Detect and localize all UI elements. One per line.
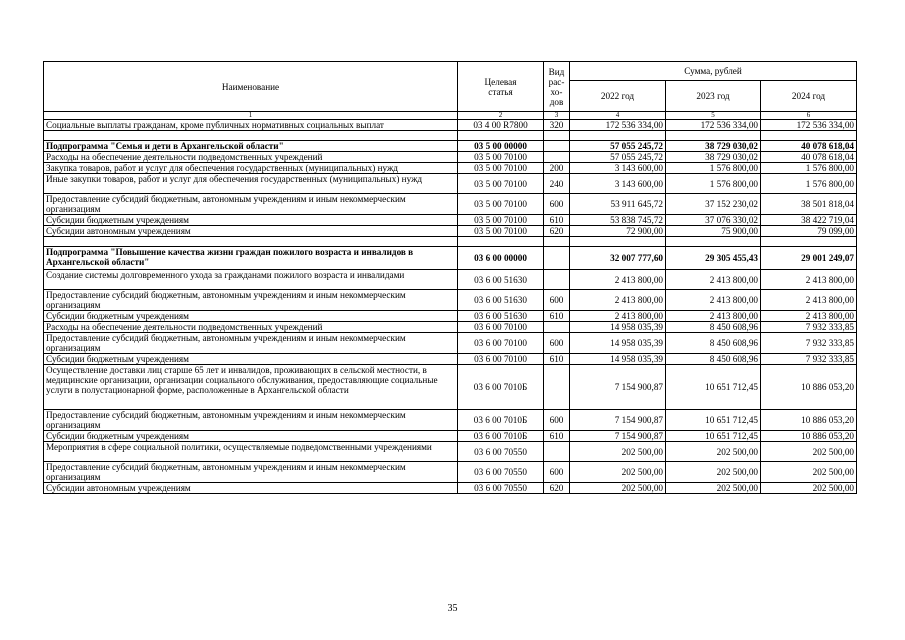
- row-target-article: 03 6 00 70100: [458, 354, 544, 365]
- row-expense-type: 600: [544, 290, 570, 311]
- row-sum-2024: 1 576 800,00: [761, 174, 857, 194]
- table-row: [44, 322, 857, 333]
- row-sum-2022: [570, 237, 666, 247]
- row-expense-type: 610: [544, 311, 570, 322]
- col-index-5: 5: [666, 112, 761, 120]
- row-expense-type: 200: [544, 163, 570, 174]
- row-sum-2024: 10 886 053,20: [761, 431, 857, 442]
- row-sum-2023: [666, 131, 761, 141]
- row-name: Осуществление доставки лиц старше 65 лет и инвалидов, проживающих в сельской местности, в медицинские организации, организации социального обслуживания, предоставляющие социальные услуги в полустационарной форме, расположенные в Архангельской области: [44, 365, 458, 410]
- table-row: [44, 354, 857, 365]
- row-target-article: 03 6 00 70550: [458, 442, 544, 462]
- row-target-article: 03 6 00 7010Б: [458, 365, 544, 410]
- row-sum-2022: 53 911 645,72: [570, 194, 666, 215]
- table-row: [44, 483, 857, 494]
- row-name: Предоставление субсидий бюджетным, автономным учреждениям и иным некоммерческим организациям: [44, 290, 458, 311]
- row-sum-2022: 3 143 600,00: [570, 174, 666, 194]
- row-sum-2024: 2 413 800,00: [761, 270, 857, 290]
- row-sum-2024: 79 099,00: [761, 226, 857, 237]
- row-sum-2022: 3 143 600,00: [570, 163, 666, 174]
- row-target-article: 03 5 00 70100: [458, 174, 544, 194]
- row-name: [44, 131, 458, 141]
- row-expense-type: 320: [544, 120, 570, 131]
- row-expense-type: [544, 365, 570, 410]
- header-name: Наименование: [44, 62, 458, 112]
- table-row: [44, 120, 857, 131]
- row-expense-type: [544, 247, 570, 270]
- row-sum-2024: [761, 131, 857, 141]
- row-sum-2022: 202 500,00: [570, 462, 666, 483]
- row-target-article: 03 6 00 7010Б: [458, 410, 544, 431]
- row-target-article: [458, 131, 544, 141]
- table-row: [44, 311, 857, 322]
- row-target-article: 03 4 00 R7800: [458, 120, 544, 131]
- row-sum-2022: 72 900,00: [570, 226, 666, 237]
- row-name: Расходы на обеспечение деятельности подведомственных учреждений: [44, 322, 458, 333]
- row-sum-2023: 2 413 800,00: [666, 290, 761, 311]
- row-sum-2023: 202 500,00: [666, 483, 761, 494]
- table-row: [44, 270, 857, 290]
- row-sum-2023: 37 152 230,02: [666, 194, 761, 215]
- row-name: Расходы на обеспечение деятельности подведомственных учреждений: [44, 152, 458, 163]
- table-row: [44, 163, 857, 174]
- row-target-article: 03 6 00 7010Б: [458, 431, 544, 442]
- row-name: Предоставление субсидий бюджетным, автономным учреждениям и иным некоммерческим организациям: [44, 462, 458, 483]
- row-sum-2024: 172 536 334,00: [761, 120, 857, 131]
- col-index-6: 6: [761, 112, 857, 120]
- row-sum-2023: 10 651 712,45: [666, 431, 761, 442]
- spacer-row: [44, 131, 857, 141]
- row-expense-type: 610: [544, 354, 570, 365]
- row-name: Подпрограмма "Повышение качества жизни граждан пожилого возраста и инвалидов в Архангельской области": [44, 247, 458, 270]
- col-index-4: 4: [570, 112, 666, 120]
- row-expense-type: 620: [544, 226, 570, 237]
- page-number: 35: [447, 603, 458, 614]
- row-sum-2024: 38 501 818,04: [761, 194, 857, 215]
- subprogram-row: [44, 141, 857, 152]
- row-sum-2024: 38 422 719,04: [761, 215, 857, 226]
- row-target-article: 03 5 00 70100: [458, 226, 544, 237]
- row-target-article: [458, 237, 544, 247]
- subprogram-row: [44, 247, 857, 270]
- header-target-article: Целевая статья: [458, 62, 544, 112]
- col-index-1: 1: [44, 112, 458, 120]
- row-sum-2022: 14 958 035,39: [570, 333, 666, 354]
- row-expense-type: 600: [544, 194, 570, 215]
- table-body: [44, 120, 857, 494]
- row-sum-2024: 2 413 800,00: [761, 290, 857, 311]
- row-name: Субсидии бюджетным учреждениям: [44, 431, 458, 442]
- row-expense-type: [544, 141, 570, 152]
- row-target-article: 03 5 00 70100: [458, 152, 544, 163]
- row-name: Субсидии автономным учреждениям: [44, 483, 458, 494]
- header-sum: Сумма, рублей: [570, 62, 857, 81]
- row-sum-2022: 14 958 035,39: [570, 354, 666, 365]
- budget-table: [43, 61, 857, 494]
- table-row: [44, 174, 857, 194]
- row-sum-2023: 10 651 712,45: [666, 365, 761, 410]
- row-sum-2022: 32 007 777,60: [570, 247, 666, 270]
- row-target-article: 03 6 00 51630: [458, 311, 544, 322]
- row-sum-2024: 2 413 800,00: [761, 311, 857, 322]
- row-sum-2023: 8 450 608,96: [666, 322, 761, 333]
- header-year-2023: 2023 год: [666, 81, 761, 112]
- row-sum-2023: 8 450 608,96: [666, 333, 761, 354]
- table-row: [44, 442, 857, 462]
- row-sum-2022: 2 413 800,00: [570, 290, 666, 311]
- row-sum-2022: 202 500,00: [570, 442, 666, 462]
- row-sum-2024: 1 576 800,00: [761, 163, 857, 174]
- row-target-article: 03 6 00 70550: [458, 462, 544, 483]
- row-name: Социальные выплаты гражданам, кроме публичных нормативных социальных выплат: [44, 120, 458, 131]
- header-year-2024: 2024 год: [761, 81, 857, 112]
- row-expense-type: 240: [544, 174, 570, 194]
- row-sum-2022: 7 154 900,87: [570, 431, 666, 442]
- row-sum-2023: 172 536 334,00: [666, 120, 761, 131]
- table-row: [44, 410, 857, 431]
- row-target-article: 03 6 00 70100: [458, 322, 544, 333]
- row-expense-type: [544, 442, 570, 462]
- row-name: Создание системы долговременного ухода за гражданами пожилого возраста и инвалидами: [44, 270, 458, 290]
- table-row: [44, 365, 857, 410]
- row-sum-2024: 40 078 618,04: [761, 141, 857, 152]
- row-sum-2023: 2 413 800,00: [666, 311, 761, 322]
- table-row: [44, 290, 857, 311]
- row-target-article: 03 5 00 00000: [458, 141, 544, 152]
- row-sum-2024: 7 932 333,85: [761, 322, 857, 333]
- row-expense-type: 600: [544, 410, 570, 431]
- table-row: [44, 462, 857, 483]
- row-sum-2024: 29 001 249,07: [761, 247, 857, 270]
- row-sum-2022: 57 055 245,72: [570, 152, 666, 163]
- row-expense-type: 620: [544, 483, 570, 494]
- row-sum-2024: 10 886 053,20: [761, 365, 857, 410]
- row-sum-2024: 202 500,00: [761, 483, 857, 494]
- row-sum-2022: [570, 131, 666, 141]
- row-expense-type: 610: [544, 215, 570, 226]
- row-sum-2023: 37 076 330,02: [666, 215, 761, 226]
- row-sum-2023: 2 413 800,00: [666, 270, 761, 290]
- row-target-article: 03 6 00 70550: [458, 483, 544, 494]
- row-expense-type: 610: [544, 431, 570, 442]
- row-name: Предоставление субсидий бюджетным, автономным учреждениям и иным некоммерческим организациям: [44, 333, 458, 354]
- row-expense-type: [544, 152, 570, 163]
- row-sum-2023: 38 729 030,02: [666, 152, 761, 163]
- row-name: Субсидии бюджетным учреждениям: [44, 215, 458, 226]
- row-sum-2023: 1 576 800,00: [666, 174, 761, 194]
- row-name: Субсидии бюджетным учреждениям: [44, 354, 458, 365]
- row-target-article: 03 6 00 51630: [458, 270, 544, 290]
- row-expense-type: [544, 322, 570, 333]
- row-name: Иные закупки товаров, работ и услуг для обеспечения государственных (муниципальных) нужд: [44, 174, 458, 194]
- table-row: [44, 152, 857, 163]
- row-sum-2022: 202 500,00: [570, 483, 666, 494]
- table-row: [44, 215, 857, 226]
- row-name: Подпрограмма "Семья и дети в Архангельской области": [44, 141, 458, 152]
- row-sum-2024: 202 500,00: [761, 462, 857, 483]
- table-row: [44, 194, 857, 215]
- row-sum-2024: [761, 237, 857, 247]
- row-target-article: 03 5 00 70100: [458, 194, 544, 215]
- row-name: Предоставление субсидий бюджетным, автономным учреждениям и иным некоммерческим организациям: [44, 194, 458, 215]
- row-sum-2023: 38 729 030,02: [666, 141, 761, 152]
- row-sum-2024: 10 886 053,20: [761, 410, 857, 431]
- row-sum-2022: 2 413 800,00: [570, 311, 666, 322]
- row-sum-2024: 40 078 618,04: [761, 152, 857, 163]
- row-sum-2022: 57 055 245,72: [570, 141, 666, 152]
- row-name: Закупка товаров, работ и услуг для обеспечения государственных (муниципальных) нужд: [44, 163, 458, 174]
- row-target-article: 03 6 00 70100: [458, 333, 544, 354]
- table-row: [44, 226, 857, 237]
- row-sum-2023: 202 500,00: [666, 462, 761, 483]
- row-expense-type: 600: [544, 333, 570, 354]
- row-name: Предоставление субсидий бюджетным, автономным учреждениям и иным некоммерческим организациям: [44, 410, 458, 431]
- row-sum-2023: 1 576 800,00: [666, 163, 761, 174]
- col-index-3: 3: [544, 112, 570, 120]
- row-sum-2024: 202 500,00: [761, 442, 857, 462]
- row-name: Мероприятия в сфере социальной политики, осуществляемые подведомственными учреждениями: [44, 442, 458, 462]
- row-target-article: 03 5 00 70100: [458, 163, 544, 174]
- row-expense-type: [544, 270, 570, 290]
- header-expense-type: Вид рас-хо-дов: [544, 62, 570, 112]
- row-sum-2022: 2 413 800,00: [570, 270, 666, 290]
- row-expense-type: 600: [544, 462, 570, 483]
- row-name: [44, 237, 458, 247]
- budget-table-page: [43, 61, 856, 494]
- row-sum-2023: 8 450 608,96: [666, 354, 761, 365]
- row-name: Субсидии автономным учреждениям: [44, 226, 458, 237]
- row-target-article: 03 6 00 51630: [458, 290, 544, 311]
- row-target-article: 03 5 00 70100: [458, 215, 544, 226]
- row-sum-2023: [666, 237, 761, 247]
- row-sum-2022: 7 154 900,87: [570, 410, 666, 431]
- row-sum-2024: 7 932 333,85: [761, 333, 857, 354]
- row-sum-2023: 29 305 455,43: [666, 247, 761, 270]
- row-sum-2023: 202 500,00: [666, 442, 761, 462]
- spacer-row: [44, 237, 857, 247]
- table-row: [44, 431, 857, 442]
- row-sum-2022: 7 154 900,87: [570, 365, 666, 410]
- col-index-2: 2: [458, 112, 544, 120]
- row-sum-2024: 7 932 333,85: [761, 354, 857, 365]
- table-row: [44, 333, 857, 354]
- row-sum-2022: 53 838 745,72: [570, 215, 666, 226]
- row-sum-2022: 172 536 334,00: [570, 120, 666, 131]
- row-sum-2022: 14 958 035,39: [570, 322, 666, 333]
- header-year-2022: 2022 год: [570, 81, 666, 112]
- row-expense-type: [544, 237, 570, 247]
- row-expense-type: [544, 131, 570, 141]
- row-target-article: 03 6 00 00000: [458, 247, 544, 270]
- row-sum-2023: 75 900,00: [666, 226, 761, 237]
- row-name: Субсидии бюджетным учреждениям: [44, 311, 458, 322]
- row-sum-2023: 10 651 712,45: [666, 410, 761, 431]
